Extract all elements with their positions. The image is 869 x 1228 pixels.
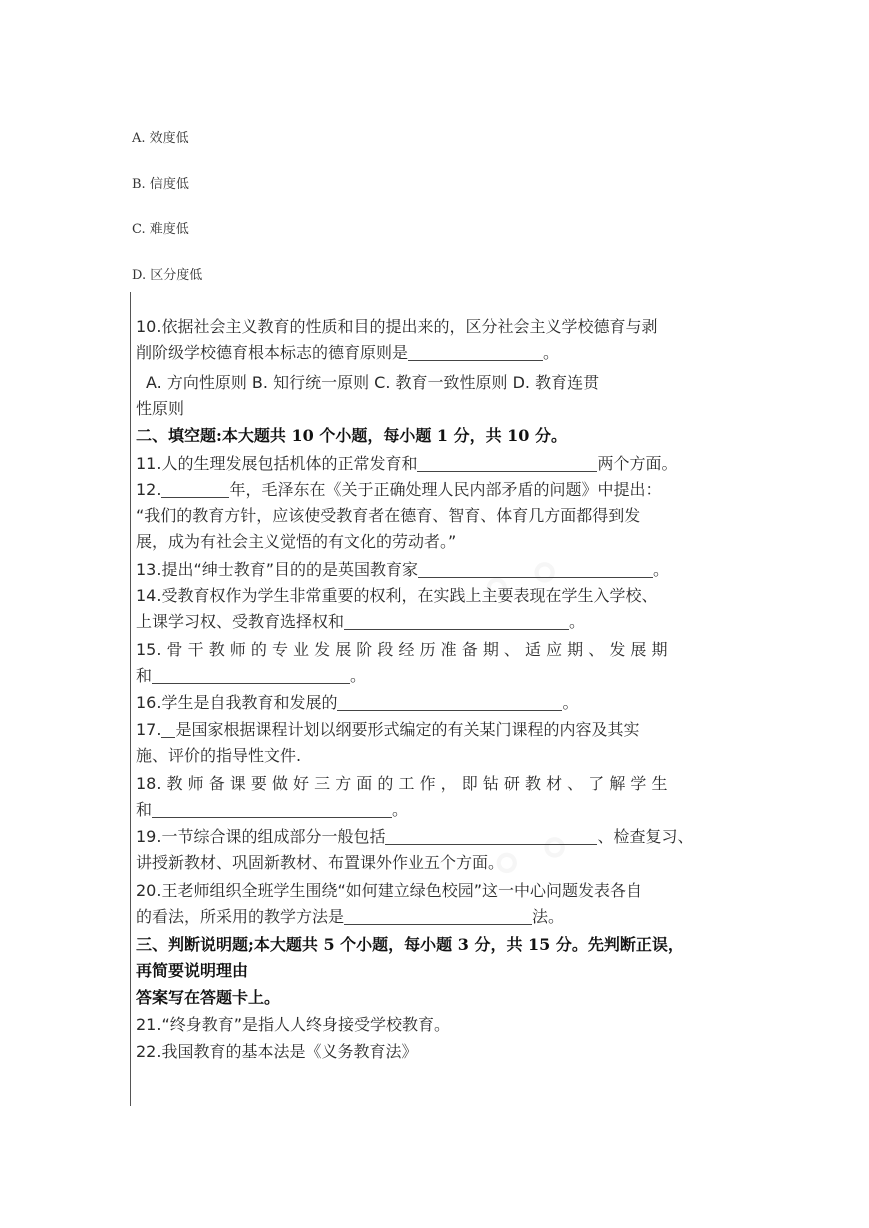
question-19-line1: 19.一节综合课的组成部分一般包括 、检查复习、 xyxy=(136,827,694,846)
question-20-line1: 20.王老师组织全班学生围绕“如何建立绿色校园”这一中心问题发表各自 xyxy=(136,881,643,900)
question-17-line2: 施、评价的指导性文件. xyxy=(136,746,302,765)
answer-blank xyxy=(337,695,562,711)
answer-blank xyxy=(161,482,229,498)
question-14-line2: 上课学习权、受教育选择权和 。 xyxy=(136,612,586,631)
answer-blank xyxy=(161,722,175,738)
answer-blank xyxy=(344,614,569,630)
question-11: 11.人的生理发展包括机体的正常发育和 两个方面。 xyxy=(136,454,678,473)
question-16: 16.学生是自我教育和发展的 。 xyxy=(136,693,579,712)
question-22: 22.我国教育的基本法是《义务教育法》 xyxy=(136,1042,418,1061)
option-d: D. 区分度低 xyxy=(132,268,203,283)
section-2-heading: 二、填空题:本大题共 10 个小题，每小题 1 分，共 10 分。 xyxy=(136,426,567,445)
question-10-line2: 削阶级学校德育根本标志的德育原则是 。 xyxy=(136,343,560,362)
option-c: C. 难度低 xyxy=(132,222,189,237)
question-10-line4: 性原则 xyxy=(136,399,185,418)
question-18-line1: 18. 教 师 备 课 要 做 好 三 方 面 的 工 作 ， 即 钻 研 教 材 、 了 解 学 生 xyxy=(136,774,668,793)
question-17-line1: 17. 是国家根据课程计划以纲要形式编定的有关某门课程的内容及其实 xyxy=(136,720,640,739)
question-10-line1: 10.依据社会主义教育的性质和目的提出来的，区分社会主义学校德育与剥 xyxy=(136,317,658,336)
answer-blank xyxy=(418,562,653,578)
answer-blank xyxy=(344,909,532,925)
question-15-line1: 15. 骨 干 教 师 的 专 业 发 展 阶 段 经 历 准 备 期 、 适 应 期 、 发 展 期 xyxy=(136,640,668,659)
question-15-line2: 和 。 xyxy=(136,666,367,685)
question-12-line1: 12. 年，毛泽东在《关于正确处理人民内部矛盾的问题》中提出： xyxy=(136,480,662,499)
answer-blank xyxy=(408,345,543,361)
answer-blank xyxy=(152,802,392,818)
question-21: 21.“终身教育”是指人人终身接受学校教育。 xyxy=(136,1015,451,1034)
question-18-line2: 和 。 xyxy=(136,800,409,819)
option-b: B. 信度低 xyxy=(132,177,189,192)
section-3-heading-line2: 再简要说明理由 xyxy=(136,961,249,980)
question-14-line1: 14.受教育权作为学生非常重要的权利，在实践上主要表现在学生入学校、 xyxy=(136,586,658,605)
question-12-line2: “我们的教育方针，应该使受教育者在德育、智育、体育几方面都得到发 xyxy=(136,506,641,525)
question-19-line2: 讲授新教材、巩固新教材、布置课外作业五个方面。 xyxy=(136,853,505,872)
section-3-heading-line3: 答案写在答题卡上。 xyxy=(136,988,281,1007)
answer-blank xyxy=(385,829,597,845)
exam-content-frame xyxy=(130,292,743,1106)
section-3-heading-line1: 三、判断说明题;本大题共 5 个小题，每小题 3 分，共 15 分。先判断正误， xyxy=(136,935,684,954)
answer-blank xyxy=(152,668,350,684)
question-10-options: A. 方向性原则 B. 知行统一原则 C. 教育一致性原则 D. 教育连贯 xyxy=(146,373,600,392)
question-20-line2: 的看法，所采用的教学方法是 法。 xyxy=(136,907,565,926)
question-12-line3: 展，成为有社会主义觉悟的有文化的劳动者。” xyxy=(136,532,457,551)
option-a: A. 效度低 xyxy=(132,131,189,146)
question-13: 13.提出“绅士教育”目的的是英国教育家 。 xyxy=(136,560,670,579)
answer-blank xyxy=(417,456,597,472)
